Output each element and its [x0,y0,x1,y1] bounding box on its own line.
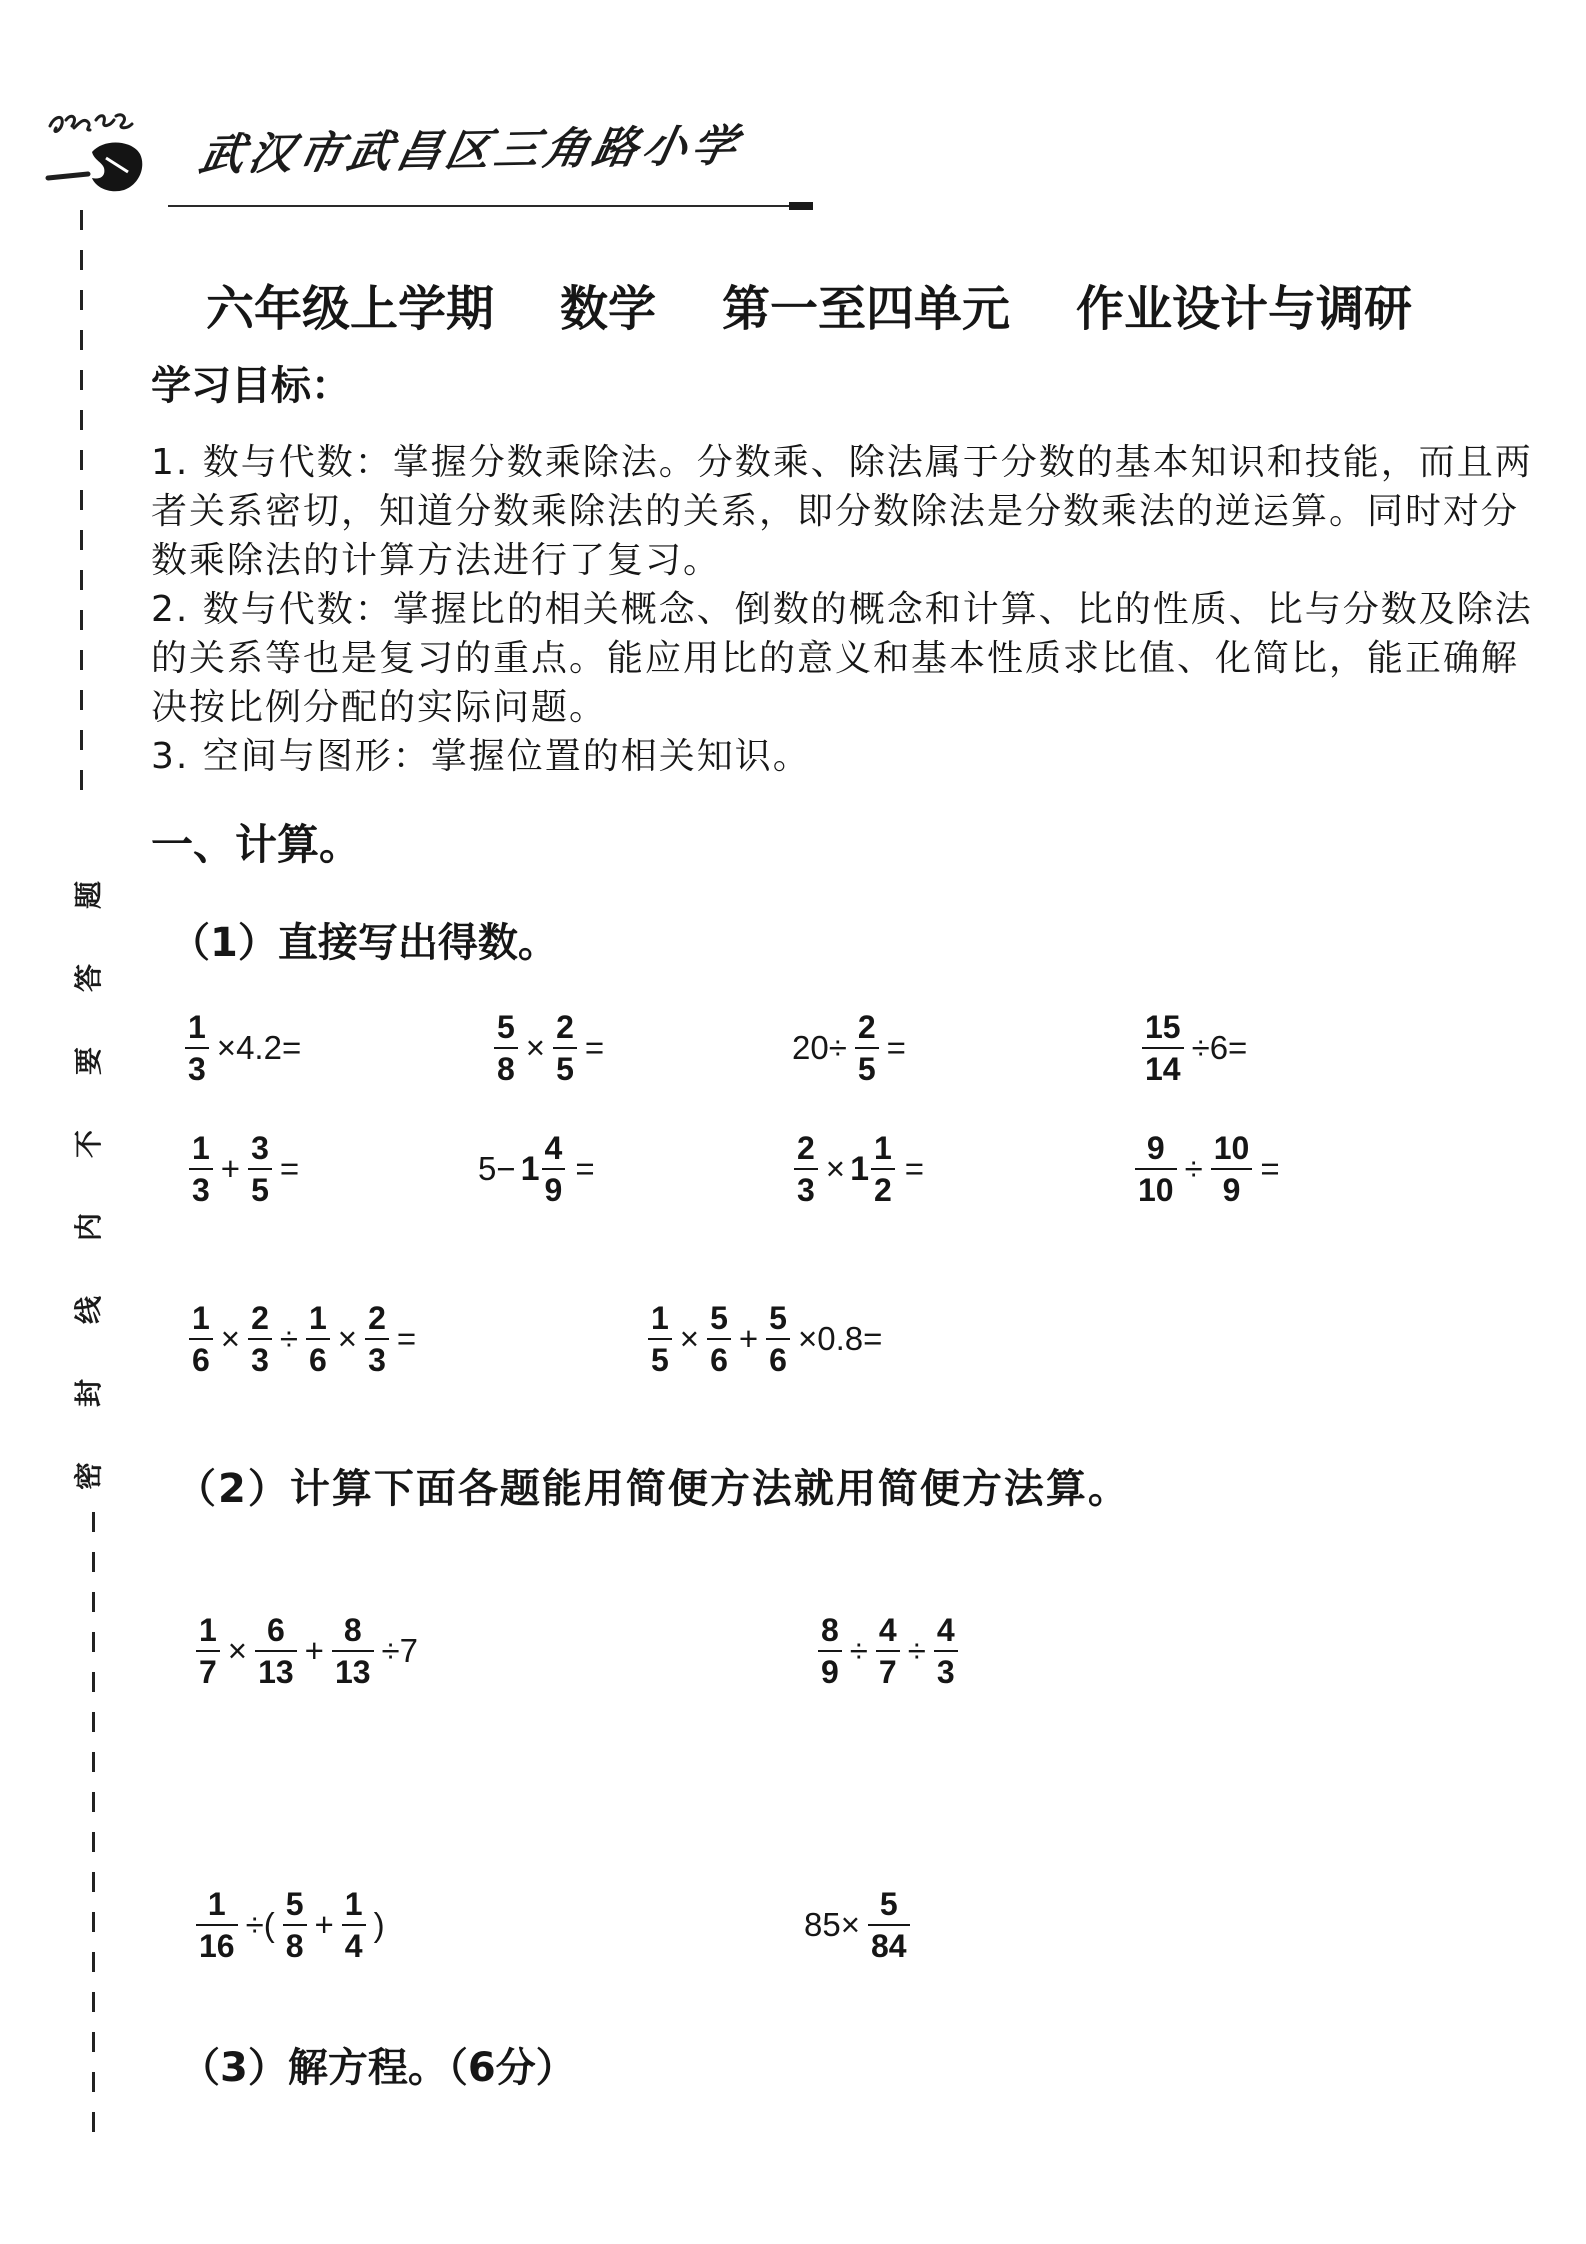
goal-line: 1. 数与代数：掌握分数乘除法。分数乘、除法属于分数的基本知识和技能，而且两 [151,442,1533,483]
goal-line: 数乘除法的计算方法进行了复习。 [151,540,722,581]
fraction-denominator: 9 [544,1172,563,1208]
fraction-numerator: 5 [868,1884,910,1926]
fraction-numerator: 1 [648,1298,672,1340]
goal-line: 决按比例分配的实际问题。 [151,687,608,728]
calc-expression [813,1605,963,1697]
operator: = [279,1150,300,1187]
fraction [648,1298,672,1380]
fraction-numerator: 2 [365,1298,389,1340]
fraction-numerator: 1 [196,1884,238,1926]
fraction-denominator: 9 [1222,1172,1241,1208]
fraction-numerator: 2 [248,1298,272,1340]
fraction-numerator: 4 [876,1610,900,1652]
calc-expression [801,1879,915,1971]
operator: = [584,1029,605,1066]
fraction [766,1298,790,1380]
fraction [189,1298,213,1380]
calc-expression [789,1002,909,1094]
part3-heading: （3）解方程。（6分） [180,2045,576,2091]
fraction-denominator: 2 [874,1172,892,1208]
fraction-denominator: 3 [192,1172,210,1208]
fraction [248,1128,272,1210]
fraction-numerator: 1 [196,1610,220,1652]
fraction-numerator: 9 [1135,1128,1177,1170]
title-type: 作业设计与调研 [1076,281,1413,337]
goal-line: 3. 空间与图形：掌握位置的相关知识。 [151,736,811,777]
fraction [542,1128,566,1210]
fraction-denominator: 6 [309,1342,327,1378]
fraction-denominator: 3 [936,1654,955,1690]
calc-expression [475,1123,598,1215]
fraction [283,1884,307,1966]
fraction [342,1884,366,1966]
fraction-denominator: 6 [710,1342,728,1378]
fraction-numerator: 1 [189,1298,213,1340]
fraction [189,1128,213,1210]
fraction [365,1298,389,1380]
fraction-denominator: 5 [556,1051,574,1087]
fraction-numerator: 2 [855,1007,879,1049]
operator: × [525,1029,546,1066]
fraction-numerator: 4 [934,1610,958,1652]
operator: × [679,1320,700,1357]
fraction [1135,1128,1177,1210]
fraction [876,1610,900,1692]
operator: + [314,1906,334,1943]
operator: ×4.2= [216,1029,302,1066]
school-name-handwritten: 武汉市武昌区三角路小学 [195,120,746,181]
fraction-numerator: 5 [494,1007,518,1049]
fraction-denominator: 5 [857,1051,876,1087]
fraction-denominator: 3 [797,1172,815,1208]
fraction [553,1007,577,1089]
part2-heading: （2）计算下面各题能用简便方法就用简便方法算。 [176,1466,1130,1512]
fraction-numerator: 10 [1211,1128,1253,1170]
calc-expression [789,1123,927,1215]
fraction [1142,1007,1184,1089]
fraction-numerator: 5 [707,1298,731,1340]
calc-expression [1137,1002,1250,1094]
operator: ÷ [279,1320,298,1357]
fraction [196,1884,238,1966]
fraction-denominator: 3 [368,1342,386,1378]
operator: 5− [478,1150,516,1187]
fraction-denominator: 4 [344,1928,363,1964]
mixed-number [850,1128,900,1210]
operator: × [825,1150,846,1187]
fraction [185,1007,209,1089]
fraction-denominator: 6 [769,1342,787,1378]
fraction [868,1884,910,1966]
fraction [248,1298,272,1380]
header-rule [168,205,790,207]
operator: ÷6= [1191,1029,1248,1066]
fraction-denominator: 3 [251,1342,269,1378]
operator: 85× [804,1906,860,1943]
operator: = [904,1150,925,1187]
operator: ÷ [849,1632,868,1669]
goal-line: 者关系密切，知道分数乘除法的关系，即分数除法是分数乘法的逆运算。同时对分 [151,491,1520,532]
fraction-denominator: 8 [285,1928,304,1964]
fraction-numerator: 1 [189,1128,213,1170]
fraction-numerator: 1 [342,1884,366,1926]
calc-expression [180,1002,304,1094]
fraction [306,1298,330,1380]
worksheet-title [206,279,1412,339]
calc-expression [191,1605,421,1697]
fraction-numerator: 8 [332,1610,374,1652]
operator: ×0.8= [797,1320,883,1357]
fraction-numerator: 2 [794,1128,818,1170]
fraction-denominator: 13 [334,1654,371,1690]
fraction-numerator: 15 [1142,1007,1184,1049]
fraction-numerator: 8 [818,1610,842,1652]
operator: + [220,1150,241,1187]
fraction-denominator: 14 [1145,1051,1181,1087]
calc-expression [1130,1123,1283,1215]
binding-cut-line-bottom [92,1512,95,2152]
part1-heading: （1）直接写出得数。 [170,920,558,966]
fraction-numerator: 5 [766,1298,790,1340]
fraction-denominator: 13 [258,1654,294,1690]
title-units: 第一至四单元 [722,281,1011,337]
school-logo [44,108,148,200]
fraction-denominator: 7 [878,1654,897,1690]
operator: × [337,1320,358,1357]
fraction [1211,1128,1253,1210]
calc-expression [184,1123,302,1215]
mixed-whole-part: 1 [520,1149,540,1188]
fraction [871,1128,895,1210]
operator: + [304,1632,324,1669]
operator: × [227,1632,248,1669]
goals-list [151,438,1533,781]
operator: ) [373,1906,385,1943]
fraction [855,1007,879,1089]
fraction-numerator: 3 [248,1128,272,1170]
fraction [332,1610,374,1692]
calc-expression [489,1002,607,1094]
goals-heading: 学习目标： [151,363,351,409]
header-rule-mark [789,202,813,210]
fraction [196,1610,220,1692]
title-subject: 数学 [560,281,657,337]
calc-expression [184,1293,419,1385]
logo-script-strokes [50,115,132,132]
fraction-numerator: 4 [542,1128,566,1170]
fraction-denominator: 7 [199,1654,217,1690]
operator: × [220,1320,241,1357]
fraction [707,1298,731,1380]
fraction-denominator: 5 [651,1342,669,1378]
fraction [818,1610,842,1692]
fraction-denominator: 84 [870,1928,907,1964]
operator: ÷7 [381,1632,419,1669]
operator: 20÷ [792,1029,847,1066]
fraction-numerator: 1 [306,1298,330,1340]
operator: ÷ [1184,1150,1203,1187]
fraction-denominator: 9 [821,1654,839,1690]
fraction [794,1128,818,1210]
fraction [255,1610,297,1692]
fraction-denominator: 6 [192,1342,210,1378]
fraction-numerator: 1 [871,1128,895,1170]
fraction-denominator: 5 [251,1172,269,1208]
operator: = [1260,1150,1280,1187]
goal-line: 的关系等也是复习的重点。能应用比的意义和基本性质求比值、化简比，能正确解 [151,638,1520,679]
fraction-numerator: 1 [185,1007,209,1049]
fraction-denominator: 16 [199,1928,235,1964]
calc-expression [191,1879,388,1971]
operator: ÷( [245,1906,275,1943]
logo-base-stroke [48,174,88,178]
fraction [934,1610,958,1692]
fraction-numerator: 2 [553,1007,577,1049]
fraction-denominator: 10 [1138,1172,1174,1208]
mixed-number [521,1128,571,1210]
fraction-numerator: 5 [283,1884,307,1926]
operator: + [738,1320,759,1357]
mixed-whole-part: 1 [850,1149,869,1188]
fraction-denominator: 8 [497,1051,515,1087]
seal-line-notice: 密封线内不要答题 [72,825,105,1490]
binding-cut-line-top [80,210,83,810]
title-term: 六年级上学期 [206,281,495,337]
fraction [494,1007,518,1089]
fraction-numerator: 6 [255,1610,297,1652]
section-heading: 一、计算。 [151,820,362,869]
operator: = [886,1029,906,1066]
fraction-denominator: 3 [188,1051,206,1087]
operator: = [575,1150,595,1187]
calc-expression [643,1293,885,1385]
goal-line: 2. 数与代数：掌握比的相关概念、倒数的概念和计算、比的性质、比与分数及除法 [151,589,1533,630]
operator: = [396,1320,417,1357]
operator: ÷ [907,1632,926,1669]
